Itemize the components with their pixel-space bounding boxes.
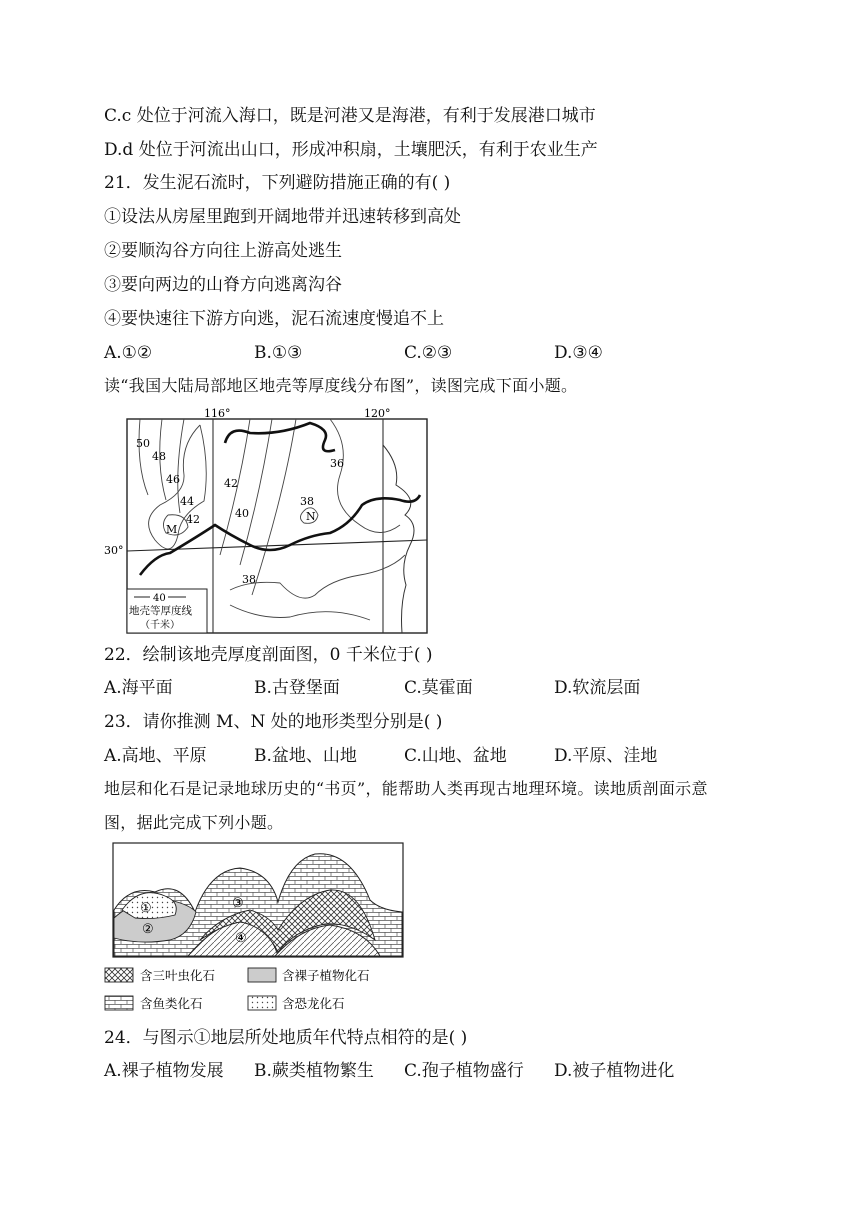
layer-label-4: ④ — [235, 931, 247, 946]
intro-map: 读“我国大陆局部地区地壳等厚度线分布图”，读图完成下面小题。 — [104, 376, 578, 395]
contour-label-36: 36 — [330, 457, 344, 470]
lon-label-120: 120° — [364, 407, 391, 420]
q23-option-b: B.盆地、山地 — [254, 746, 357, 766]
q22-option-d: D.软流层面 — [554, 678, 641, 698]
legend-unit: （千米） — [140, 620, 180, 631]
legend-trilobite: 含三叶虫化石 — [140, 968, 216, 983]
q22-option-c: C.莫霍面 — [404, 678, 473, 698]
q23-option-a: A.高地、平原 — [104, 746, 207, 766]
lon-label-116: 116° — [204, 407, 231, 420]
lat-label-30: 30° — [104, 544, 124, 557]
q21-option-c: C.②③ — [404, 343, 453, 363]
q21-item-2: ②要顺沟谷方向往上游高处逃生 — [104, 241, 342, 261]
contour-label-38b: 38 — [242, 573, 256, 586]
q22-option-a: A.海平面 — [104, 678, 173, 698]
line-c: C.c 处位于河流入海口，既是河港又是海港，有利于发展港口城市 — [104, 106, 596, 126]
legend-gymnosperm: 含裸子植物化石 — [282, 968, 370, 983]
q23-stem: 23．请你推测 M、N 处的地形类型分别是( ) — [104, 712, 443, 732]
q24-option-c: C.孢子植物盛行 — [404, 1061, 524, 1081]
point-m: M — [166, 523, 178, 536]
q24-stem: 24．与图示①地层所处地质年代特点相符的是( ) — [104, 1028, 468, 1048]
q23-option-d: D.平原、洼地 — [554, 746, 658, 766]
contour-label-42a: 42 — [186, 513, 200, 526]
contour-label-44: 44 — [180, 495, 194, 508]
q21-option-b: B.①③ — [254, 343, 303, 363]
contour-label-50: 50 — [136, 437, 150, 450]
q21-item-4: ④要快速往下游方向逃，泥石流速度慢追不上 — [104, 309, 444, 329]
legend-dinosaur: 含恐龙化石 — [282, 996, 345, 1011]
contour-label-38a: 38 — [300, 495, 314, 508]
q21-option-d: D.③④ — [554, 343, 603, 363]
q24-option-d: D.被子植物进化 — [554, 1061, 675, 1081]
point-n: N — [306, 510, 316, 523]
q21-item-1: ①设法从房屋里跑到开阔地带并迅速转移到高处 — [104, 207, 461, 227]
intro-geology-1: 地层和化石是记录地球历史的“书页”，能帮助人类再现古地理环境。读地质剖面示意 — [104, 779, 708, 798]
q23-option-c: C.山地、盆地 — [404, 746, 507, 766]
contour-label-48: 48 — [152, 450, 166, 463]
q21-stem: 21．发生泥石流时，下列避防措施正确的有( ) — [104, 173, 451, 193]
layer-label-2: ② — [142, 922, 154, 937]
contour-label-46: 46 — [166, 473, 180, 486]
geologic-section — [100, 840, 410, 1020]
layer-label-1: ① — [140, 901, 152, 916]
q21-option-a: A.①② — [104, 343, 153, 363]
layer-label-3: ③ — [232, 896, 244, 911]
q21-item-3: ③要向两边的山脊方向逃离沟谷 — [104, 275, 342, 295]
line-d: D.d 处位于河流出山口，形成冲积扇，土壤肥沃，有利于农业生产 — [104, 140, 598, 160]
q24-option-b: B.蕨类植物繁生 — [254, 1061, 374, 1081]
crust-thickness-map — [100, 405, 435, 637]
contour-label-40: 40 — [235, 507, 249, 520]
intro-geology-2: 图，据此完成下列小题。 — [104, 813, 284, 832]
contour-label-42b: 42 — [224, 477, 238, 490]
legend-title: 地壳等厚度线 — [129, 605, 192, 617]
legend-value: 40 — [153, 593, 166, 604]
q22-stem: 22．绘制该地壳厚度剖面图，0 千米位于( ) — [104, 645, 433, 665]
legend-fish: 含鱼类化石 — [140, 996, 203, 1011]
q22-option-b: B.古登堡面 — [254, 678, 340, 698]
q24-option-a: A.裸子植物发展 — [104, 1061, 224, 1081]
